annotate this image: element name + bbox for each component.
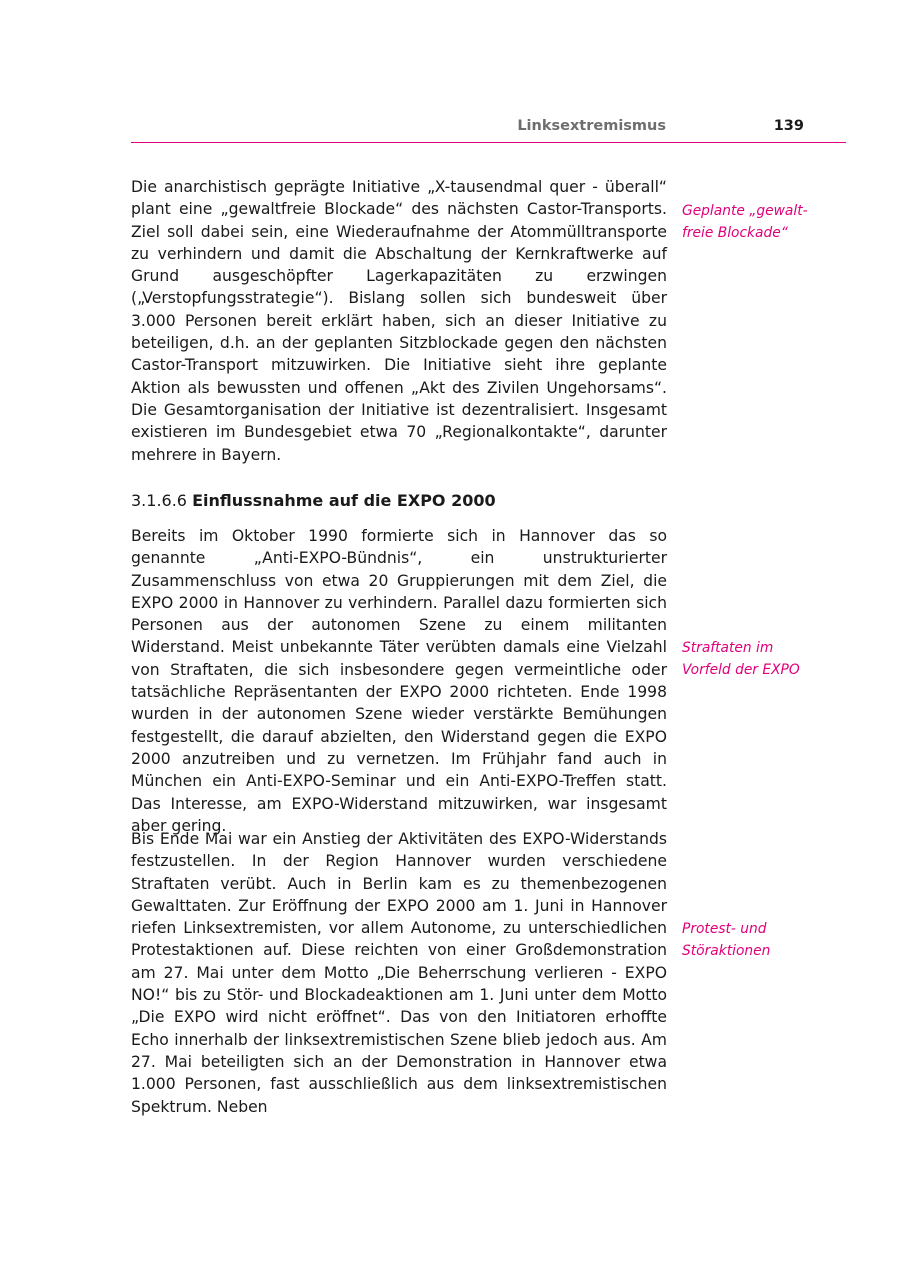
paragraph-text: Bis Ende Mai war ein Anstieg der Aktivitäten des EXPO-Widerstands festzustellen. In der Region Hannover wurden verschiedene Straftaten verübt. Auch in Berlin kam es zu themenbezogenen Gewalttaten. Zur Eröffnung der EXPO 2000 am 1. Juni in Hannover riefen Linksextremisten, vor allem Autonome, zu unterschiedlichen Protestaktionen auf. Diese reichten von einer Großdemonstration am 27. Mai unter dem Motto „Die Beherrschung verlieren - EXPO NO!“ bis zu Stör- und Blockadeaktionen am 1. Juni unter dem Motto „Die EXPO wird nicht eröffnet“. Das von den Initiatoren erhoffte Echo innerhalb der linksextremistischen Szene blieb jedoch aus. Am 27. Mai beteiligten sich an der Demonstration in Hannover etwa 1.000 Personen, fast ausschließlich aus dem linksextremistischen Spektrum. Neben: [131, 830, 667, 1116]
margin-note-straftaten: [682, 637, 832, 682]
paragraph-expo-protests: [131, 828, 667, 1118]
margin-note-line: Geplante „gewalt-: [682, 203, 808, 219]
paragraph-castor-blockade: [131, 176, 667, 466]
margin-note-line: Störaktionen: [682, 943, 771, 960]
margin-note-line: freie Blockade“: [682, 225, 788, 242]
section-number: 3.1.6.6: [131, 491, 187, 510]
paragraph-text: Bereits im Oktober 1990 formierte sich in Hannover das so genannte „Anti-EXPO-Bündnis“, ein unstrukturierter Zusammenschluss von etwa 20 Gruppierungen mit dem Ziel, die EXPO 2000 in Hannover zu verhindern. Parallel dazu formierten sich Personen aus der autonomen Szene zu einem militanten Widerstand. Meist unbekannte Täter verübten damals eine Vielzahl von Straftaten, die sich insbesondere gegen vermeintliche oder tatsächliche Repräsentanten der EXPO 2000 richteten. Ende 1998 wurden in der autonomen Szene wieder verstärkte Bemühungen festgestellt, die darauf abzielten, den Widerstand gegen die EXPO 2000 anzutreiben und zu vernetzen. Im Frühjahr fand auch in München ein Anti-EXPO-Seminar und ein Anti-EXPO-Treffen statt. Das Interesse, am EXPO-Widerstand mitzuwirken, war insgesamt aber gering.: [131, 527, 667, 835]
paragraph-text: Die anarchistisch geprägte Initiative „X-tausendmal quer - überall“ plant eine „gewaltfreie Blockade“ des nächsten Castor-Transports. Ziel soll dabei sein, eine Wiederaufnahme der Atommülltransporte zu verhindern und damit die Abschaltung der Kernkraftwerke auf Grund ausgeschöpfter Lagerkapazitäten zu erzwingen („Verstopfungsstrategie“). Bislang sollen sich bundesweit über 3.000 Personen bereit erklärt haben, sich an dieser Initiative zu beteiligen, d.h. an der geplanten Sitzblockade gegen den nächsten Castor-Transport mitzuwirken. Die Initiative sieht ihre geplante Aktion als bewussten und offenen „Akt des Zivilen Ungehorsams“. Die Gesamtorganisation der Initiative ist dezentralisiert. Insgesamt existieren im Bundesgebiet etwa 70 „Regionalkontakte“, darunter mehrere in Bayern.: [131, 178, 667, 464]
margin-note-line: Protest- und: [682, 921, 767, 937]
section-heading: [131, 490, 667, 512]
section-title: Einflussnahme auf die EXPO 2000: [192, 491, 496, 510]
margin-note-line: Straftaten im: [682, 640, 774, 656]
margin-note-protest: [682, 918, 832, 963]
header-title: Linksextremismus: [517, 118, 666, 134]
margin-note-line: Vorfeld der EXPO: [682, 662, 800, 679]
paragraph-anti-expo: [131, 525, 667, 837]
running-header: [131, 116, 846, 143]
page-number: 139: [773, 118, 804, 134]
margin-note-blockade: [682, 200, 832, 245]
